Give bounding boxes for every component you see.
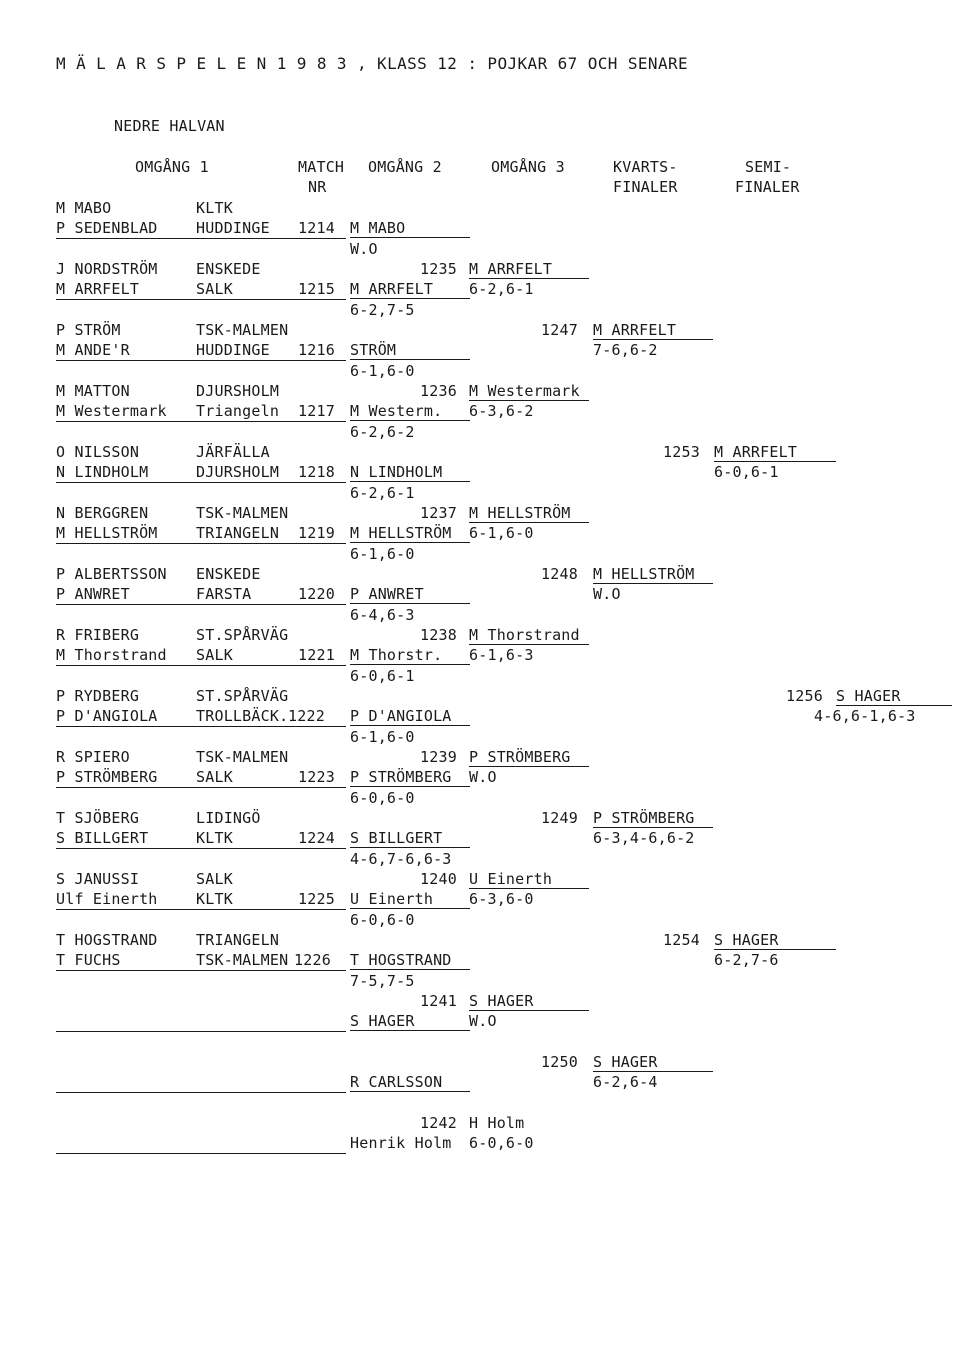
r1-match-number: 1216 xyxy=(298,341,335,359)
r1-player: P RYDBERG xyxy=(56,687,140,705)
r1-match-number: 1223 xyxy=(298,768,335,786)
r2-match-number: 1242 xyxy=(420,1114,457,1132)
r1-player: P STRÖMBERG xyxy=(56,768,158,786)
r2-score: 4-6,7-6,6-3 xyxy=(350,850,452,868)
qf-match-number: 1254 xyxy=(663,931,700,949)
r3-winner: S HAGER xyxy=(469,992,589,1011)
r2-score: 7-5,7-5 xyxy=(350,972,415,990)
r3-score: W.O xyxy=(469,1012,497,1030)
qf-score: 7-6,6-2 xyxy=(593,341,658,359)
r1-player: T SJÖBERG xyxy=(56,809,140,827)
r1-empty-line xyxy=(56,1031,346,1032)
r1-pair-line xyxy=(56,970,346,971)
r1-club: SALK xyxy=(196,646,233,664)
r1-club: TSK-MALMEN xyxy=(196,748,289,766)
r1-club: HUDDINGE xyxy=(196,219,270,237)
r3-match-number: 1250 xyxy=(541,1053,578,1071)
r2-winner: S BILLGERT xyxy=(350,829,470,848)
qf-winner: M ARRFELT xyxy=(593,321,713,340)
qf-winner: M HELLSTRÖM xyxy=(593,565,713,584)
r1-match-number: 1222 xyxy=(288,707,325,725)
qf-winner: S HAGER xyxy=(593,1053,713,1072)
r1-club: SALK xyxy=(196,768,233,786)
col-header-quarterfinals-2: FINALER xyxy=(613,178,678,196)
r3-winner: U Einerth xyxy=(469,870,589,889)
r3-score: 6-0,6-0 xyxy=(469,1134,534,1152)
qf-match-number: 1253 xyxy=(663,443,700,461)
r1-club: ST.SPÅRVÄG xyxy=(196,687,289,705)
r2-match-number: 1237 xyxy=(420,504,457,522)
r3-winner: H Holm xyxy=(469,1114,525,1132)
r1-club: TSK-MALMEN xyxy=(196,951,289,969)
col-header-round2: OMGÅNG 2 xyxy=(368,158,442,176)
r1-pair-line xyxy=(56,360,346,361)
r1-match-number: 1215 xyxy=(298,280,335,298)
r2-match-number: 1239 xyxy=(420,748,457,766)
sf-winner: S HAGER xyxy=(714,931,836,950)
r2-score: 6-0,6-0 xyxy=(350,789,415,807)
r2-winner: M Westerm. xyxy=(350,402,470,421)
section-heading: NEDRE HALVAN xyxy=(114,117,225,135)
r2-score: W.O xyxy=(350,240,378,258)
r3-score: W.O xyxy=(469,768,497,786)
r1-match-number: 1224 xyxy=(298,829,335,847)
r2-score: 6-0,6-0 xyxy=(350,911,415,929)
r1-player: M Thorstrand xyxy=(56,646,167,664)
col-header-semifinals: SEMI- xyxy=(745,158,792,176)
r1-pair-line xyxy=(56,543,346,544)
r1-player: O NILSSON xyxy=(56,443,140,461)
r2-winner: U Einerth xyxy=(350,890,470,909)
r3-winner: P STRÖMBERG xyxy=(469,748,589,767)
r1-player: J NORDSTRÖM xyxy=(56,260,158,278)
col-header-round3: OMGÅNG 3 xyxy=(491,158,565,176)
r3-winner: M Thorstrand xyxy=(469,626,589,645)
r1-match-number: 1226 xyxy=(294,951,331,969)
r1-match-number: 1218 xyxy=(298,463,335,481)
r3-winner: M Westermark xyxy=(469,382,589,401)
r3-score: 6-2,6-1 xyxy=(469,280,534,298)
final-score: 4-6,6-1,6-3 xyxy=(814,707,916,725)
r1-player: P ALBERTSSON xyxy=(56,565,167,583)
col-header-round1: OMGÅNG 1 xyxy=(135,158,209,176)
r2-winner: P ANWRET xyxy=(350,585,470,604)
r1-pair-line xyxy=(56,848,346,849)
sf-winner: M ARRFELT xyxy=(714,443,836,462)
r1-player: S JANUSSI xyxy=(56,870,140,888)
r1-player: N BERGGREN xyxy=(56,504,149,522)
r1-empty-line xyxy=(56,1092,346,1093)
r1-pair-line xyxy=(56,665,346,666)
r1-club: TROLLBÄCK. xyxy=(196,707,289,725)
r1-pair-line xyxy=(56,482,346,483)
r1-pair-line xyxy=(56,909,346,910)
r2-winner: P STRÖMBERG xyxy=(350,768,470,787)
r3-score: 6-1,6-3 xyxy=(469,646,534,664)
r1-club: ENSKEDE xyxy=(196,565,261,583)
r1-player: P ANWRET xyxy=(56,585,130,603)
r2-score: 6-2,7-5 xyxy=(350,301,415,319)
r2-winner: T HOGSTRAND xyxy=(350,951,470,970)
r1-empty-line xyxy=(56,1153,346,1154)
r1-pair-line xyxy=(56,238,346,239)
col-header-quarterfinals: KVARTS- xyxy=(613,158,678,176)
r3-match-number: 1249 xyxy=(541,809,578,827)
r1-player: T FUCHS xyxy=(56,951,121,969)
r1-club: DJURSHOLM xyxy=(196,463,280,481)
r2-score: 6-2,6-2 xyxy=(350,423,415,441)
r1-pair-line xyxy=(56,604,346,605)
r1-player: N LINDHOLM xyxy=(56,463,149,481)
r1-match-number: 1217 xyxy=(298,402,335,420)
r1-club: LIDINGÖ xyxy=(196,809,261,827)
r1-club: FARSTA xyxy=(196,585,252,603)
r1-club: TRIANGELN xyxy=(196,524,280,542)
r1-player: M HELLSTRÖM xyxy=(56,524,158,542)
r2-score: 6-1,6-0 xyxy=(350,362,415,380)
r1-club: ENSKEDE xyxy=(196,260,261,278)
r2-score: 6-2,6-1 xyxy=(350,484,415,502)
r2-score: 6-1,6-0 xyxy=(350,545,415,563)
r1-player: P D'ANGIOLA xyxy=(56,707,158,725)
r1-player: P SEDENBLAD xyxy=(56,219,158,237)
r1-player: P STRÖM xyxy=(56,321,121,339)
r1-club: TRIANGELN xyxy=(196,931,280,949)
final-winner: S HAGER xyxy=(836,687,952,706)
col-header-match-nr: MATCH xyxy=(298,158,345,176)
r1-player: M ARRFELT xyxy=(56,280,140,298)
r1-club: KLTK xyxy=(196,829,233,847)
col-header-match-nr-2: NR xyxy=(308,178,327,196)
r1-club: SALK xyxy=(196,870,233,888)
qf-score: 6-2,6-4 xyxy=(593,1073,658,1091)
r2-winner: Henrik Holm xyxy=(350,1134,452,1152)
r1-pair-line xyxy=(56,787,346,788)
r2-match-number: 1235 xyxy=(420,260,457,278)
r1-club: KLTK xyxy=(196,890,233,908)
r1-club: TSK-MALMEN xyxy=(196,321,289,339)
r3-match-number: 1248 xyxy=(541,565,578,583)
r1-club: TSK-MALMEN xyxy=(196,504,289,522)
r2-score: 6-4,6-3 xyxy=(350,606,415,624)
r2-winner: M Thorstr. xyxy=(350,646,470,665)
r1-club: DJURSHOLM xyxy=(196,382,280,400)
r1-player: T HOGSTRAND xyxy=(56,931,158,949)
r1-match-number: 1220 xyxy=(298,585,335,603)
r1-player: S BILLGERT xyxy=(56,829,149,847)
r1-club: ST.SPÅRVÄG xyxy=(196,626,289,644)
qf-score: W.O xyxy=(593,585,621,603)
r2-winner: STRÖM xyxy=(350,341,470,360)
r1-club: JÄRFÄLLA xyxy=(196,443,270,461)
r2-match-number: 1241 xyxy=(420,992,457,1010)
r1-club: HUDDINGE xyxy=(196,341,270,359)
qf-winner: P STRÖMBERG xyxy=(593,809,713,828)
sf-score: 6-0,6-1 xyxy=(714,463,779,481)
r1-player: Ulf Einerth xyxy=(56,890,158,908)
r2-winner: R CARLSSON xyxy=(350,1073,470,1092)
r2-winner: P D'ANGIOLA xyxy=(350,707,470,726)
r2-match-number: 1240 xyxy=(420,870,457,888)
r1-pair-line xyxy=(56,421,346,422)
r1-player: R SPIERO xyxy=(56,748,130,766)
r1-club: Triangeln xyxy=(196,402,280,420)
r3-score: 6-3,6-2 xyxy=(469,402,534,420)
r1-player: M ANDE'R xyxy=(56,341,130,359)
r2-winner: N LINDHOLM xyxy=(350,463,470,482)
r3-winner: M ARRFELT xyxy=(469,260,589,279)
r2-score: 6-1,6-0 xyxy=(350,728,415,746)
r3-score: 6-3,6-0 xyxy=(469,890,534,908)
col-header-semifinals-2: FINALER xyxy=(735,178,800,196)
r1-match-number: 1225 xyxy=(298,890,335,908)
r2-match-number: 1238 xyxy=(420,626,457,644)
r1-player: M MABO xyxy=(56,199,112,217)
r2-winner: S HAGER xyxy=(350,1012,470,1031)
r1-player: M Westermark xyxy=(56,402,167,420)
sf-score: 6-2,7-6 xyxy=(714,951,779,969)
r1-club: SALK xyxy=(196,280,233,298)
r1-match-number: 1214 xyxy=(298,219,335,237)
r2-winner: M HELLSTRÖM xyxy=(350,524,470,543)
page-title: M Ä L A R S P E L E N 1 9 8 3 , KLASS 12 : POJKAR 67 OCH SENARE xyxy=(56,54,689,73)
r1-player: M MATTON xyxy=(56,382,130,400)
r3-match-number: 1247 xyxy=(541,321,578,339)
r1-pair-line xyxy=(56,726,346,727)
r2-match-number: 1236 xyxy=(420,382,457,400)
r2-score: 6-0,6-1 xyxy=(350,667,415,685)
r1-pair-line xyxy=(56,299,346,300)
sf-match-number: 1256 xyxy=(786,687,823,705)
r3-winner: M HELLSTRÖM xyxy=(469,504,589,523)
r2-winner: M ARRFELT xyxy=(350,280,470,299)
r2-winner: M MABO xyxy=(350,219,470,238)
qf-score: 6-3,4-6,6-2 xyxy=(593,829,695,847)
r1-match-number: 1221 xyxy=(298,646,335,664)
r1-match-number: 1219 xyxy=(298,524,335,542)
r3-score: 6-1,6-0 xyxy=(469,524,534,542)
r1-club: KLTK xyxy=(196,199,233,217)
r1-player: R FRIBERG xyxy=(56,626,140,644)
